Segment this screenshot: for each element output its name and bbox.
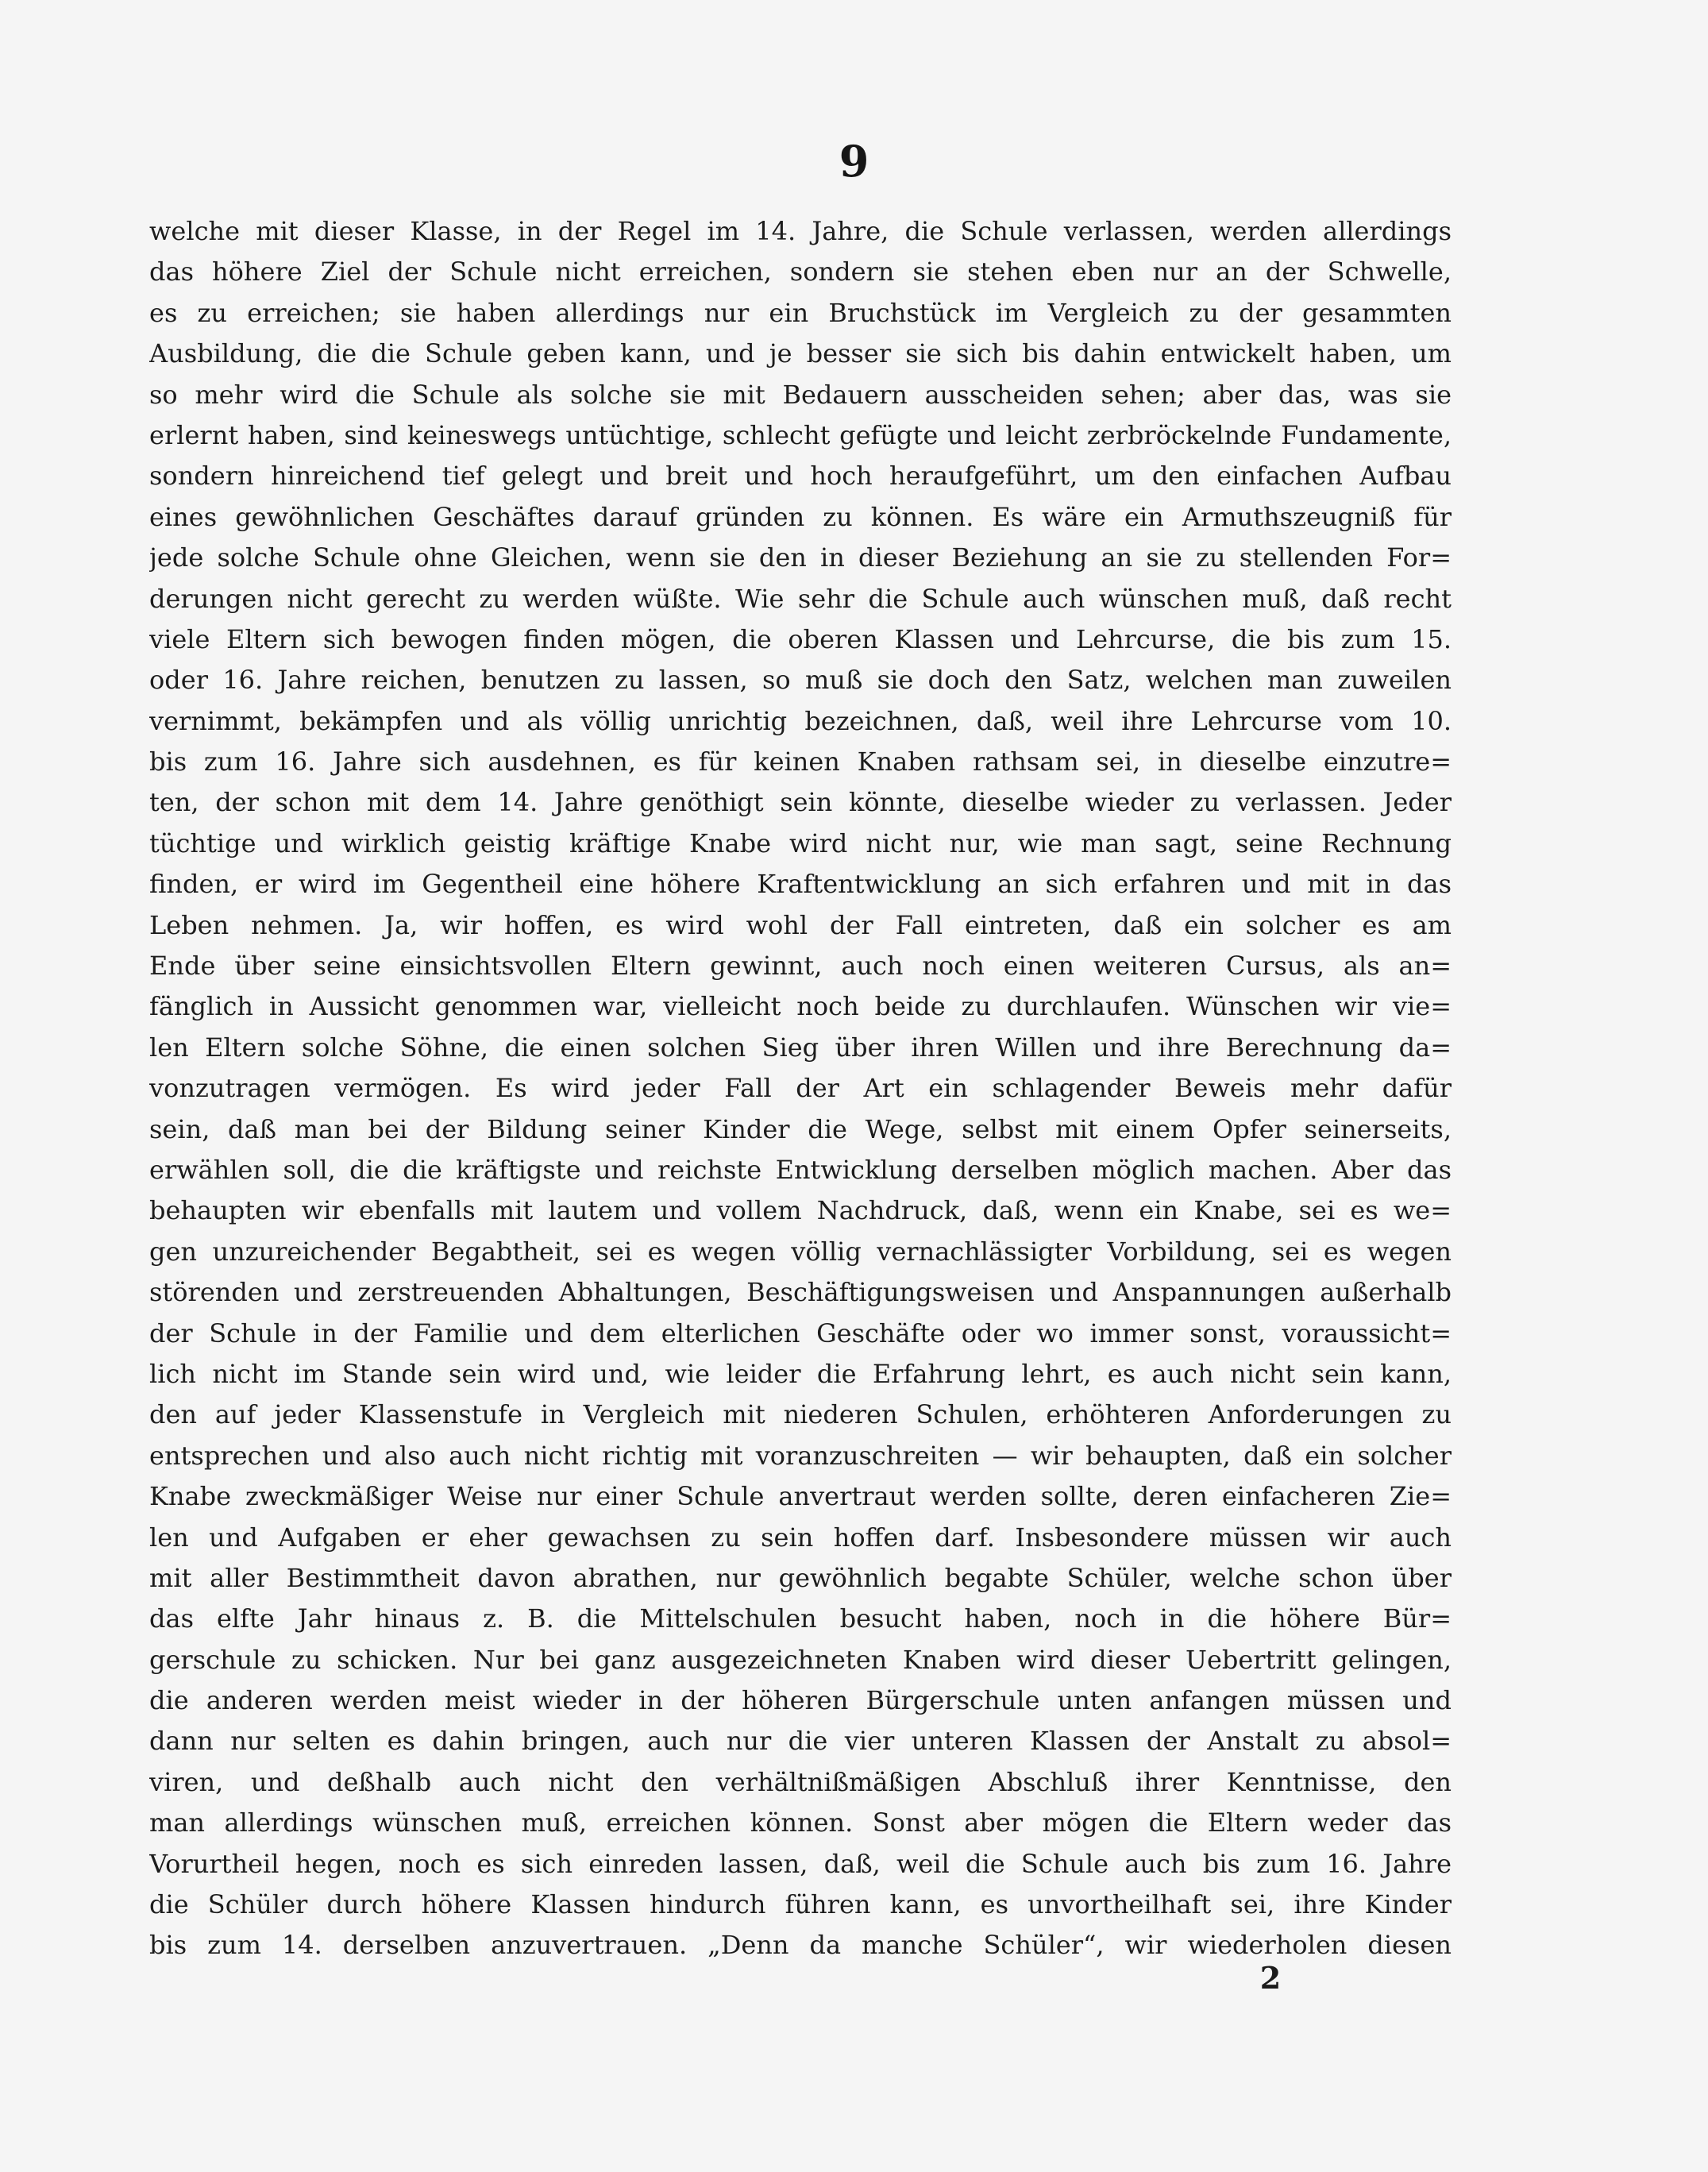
text-line: Ausbildung, die die Schule geben kann, und je besser sie sich bis dahin entwickelt haben, um	[149, 338, 1452, 369]
text-line: dann nur selten es dahin bringen, auch nur die vier unteren Klassen der Anstalt zu absol=	[149, 1726, 1452, 1757]
text-line: oder 16. Jahre reichen, benutzen zu lassen, so muß sie doch den Satz, welchen man zuweilen	[149, 665, 1452, 696]
text-line: bis zum 14. derselben anzuvertrauen. „Denn da manche Schüler“, wir wiederholen diesen	[149, 1930, 1452, 1961]
text-line: die anderen werden meist wieder in der höheren Bürgerschule unten anfangen müssen und	[149, 1685, 1452, 1716]
text-line: len und Aufgaben er eher gewachsen zu sein hoffen darf. Insbesondere müssen wir auch	[149, 1522, 1452, 1553]
text-line: erlernt haben, sind keineswegs untüchtige, schlecht gefügte und leicht zerbröckelnde Fundamente,	[149, 419, 1452, 450]
text-line: erwählen soll, die die kräftigste und reichste Entwicklung derselben möglich machen. Aber das	[149, 1154, 1452, 1185]
text-line: die Schüler durch höhere Klassen hindurch führen kann, es unvortheilhaft sei, ihre Kinder	[149, 1889, 1452, 1920]
text-line: entsprechen und also auch nicht richtig mit voranzuschreiten — wir behaupten, daß ein solcher	[149, 1440, 1452, 1471]
text-line: vernimmt, bekämpfen und als völlig unrichtig bezeichnen, daß, weil ihre Lehrcurse vom 10.	[149, 705, 1452, 736]
text-line: das höhere Ziel der Schule nicht erreichen, sondern sie stehen eben nur an der Schwelle,	[149, 257, 1452, 287]
text-line: jede solche Schule ohne Gleichen, wenn sie den in dieser Beziehung an sie zu stellenden For=	[149, 542, 1452, 573]
text-line: fänglich in Aussicht genommen war, vielleicht noch beide zu durchlaufen. Wünschen wir vie=	[149, 991, 1452, 1022]
text-line: das elfte Jahr hinaus z. B. die Mittelschulen besucht haben, noch in die höhere Bür=	[149, 1603, 1452, 1634]
text-line: Leben nehmen. Ja, wir hoffen, es wird wohl der Fall eintreten, daß ein solcher es am	[149, 909, 1452, 940]
text-line: vonzutragen vermögen. Es wird jeder Fall der Art ein schlagender Beweis mehr dafür	[149, 1073, 1452, 1104]
text-line: sondern hinreichend tief gelegt und breit und hoch heraufgeführt, um den einfachen Aufbau	[149, 461, 1452, 492]
text-line: bis zum 16. Jahre sich ausdehnen, es für keinen Knaben rathsam sei, in dieselbe einzutre=	[149, 747, 1452, 777]
signature-mark: 2	[1259, 1960, 1282, 1996]
text-line: ten, der schon mit dem 14. Jahre genöthigt sein könnte, dieselbe wieder zu verlassen. Jeder	[149, 787, 1452, 818]
text-line: Knabe zweckmäßiger Weise nur einer Schule anvertraut werden sollte, deren einfacheren Zie=	[149, 1481, 1452, 1512]
text-line: Ende über seine einsichtsvollen Eltern gewinnt, auch noch einen weiteren Cursus, als an=	[149, 951, 1452, 982]
text-line: es zu erreichen; sie haben allerdings nur ein Bruchstück im Vergleich zu der gesammten	[149, 297, 1452, 328]
text-line: der Schule in der Familie und dem elterlichen Geschäfte oder wo immer sonst, voraussicht=	[149, 1317, 1452, 1348]
text-line: len Eltern solche Söhne, die einen solchen Sieg über ihren Willen und ihre Berechnung da=	[149, 1032, 1452, 1063]
text-line: lich nicht im Stande sein wird und, wie leider die Erfahrung lehrt, es auch nicht sein kann,	[149, 1358, 1452, 1389]
text-line: Vorurtheil hegen, noch es sich einreden lassen, daß, weil die Schule auch bis zum 16. Jahre	[149, 1848, 1452, 1879]
text-line: viren, und deßhalb auch nicht den verhältnißmäßigen Abschluß ihrer Kenntnisse, den	[149, 1766, 1452, 1797]
body-text	[149, 211, 1452, 1966]
text-line: den auf jeder Klassenstufe in Vergleich mit niederen Schulen, erhöhteren Anforderungen zu	[149, 1399, 1452, 1430]
text-line: welche mit dieser Klasse, in der Regel im 14. Jahre, die Schule verlassen, werden allerdings	[149, 216, 1452, 246]
text-line: mit aller Bestimmtheit davon abrathen, nur gewöhnlich begabte Schüler, welche schon über	[149, 1562, 1452, 1593]
text-line: gen unzureichender Begabtheit, sei es wegen völlig vernachlässigter Vorbildung, sei es wegen	[149, 1236, 1452, 1267]
text-line: behaupten wir ebenfalls mit lautem und vollem Nachdruck, daß, wenn ein Knabe, sei es we=	[149, 1195, 1452, 1226]
page-number: 9	[839, 136, 869, 187]
text-line: gerschule zu schicken. Nur bei ganz ausgezeichneten Knaben wird dieser Uebertritt gelingen,	[149, 1644, 1452, 1675]
text-line: eines gewöhnlichen Geschäftes darauf gründen zu können. Es wäre ein Armuthszeugniß für	[149, 501, 1452, 532]
text-line: sein, daß man bei der Bildung seiner Kinder die Wege, selbst mit einem Opfer seinerseits,	[149, 1113, 1452, 1144]
text-line: so mehr wird die Schule als solche sie mit Bedauern ausscheiden sehen; aber das, was sie	[149, 379, 1452, 410]
text-line: störenden und zerstreuenden Abhaltungen, Beschäftigungsweisen und Anspannungen außerhalb	[149, 1277, 1452, 1308]
text-line: derungen nicht gerecht zu werden wüßte. Wie sehr die Schule auch wünschen muß, daß recht	[149, 583, 1452, 614]
text-line: finden, er wird im Gegentheil eine höhere Kraftentwicklung an sich erfahren und mit in das	[149, 869, 1452, 900]
text-line: man allerdings wünschen muß, erreichen können. Sonst aber mögen die Eltern weder das	[149, 1807, 1452, 1838]
text-line: tüchtige und wirklich geistig kräftige Knabe wird nicht nur, wie man sagt, seine Rechnung	[149, 828, 1452, 858]
text-line: viele Eltern sich bewogen finden mögen, die oberen Klassen und Lehrcurse, die bis zum 15.	[149, 623, 1452, 654]
